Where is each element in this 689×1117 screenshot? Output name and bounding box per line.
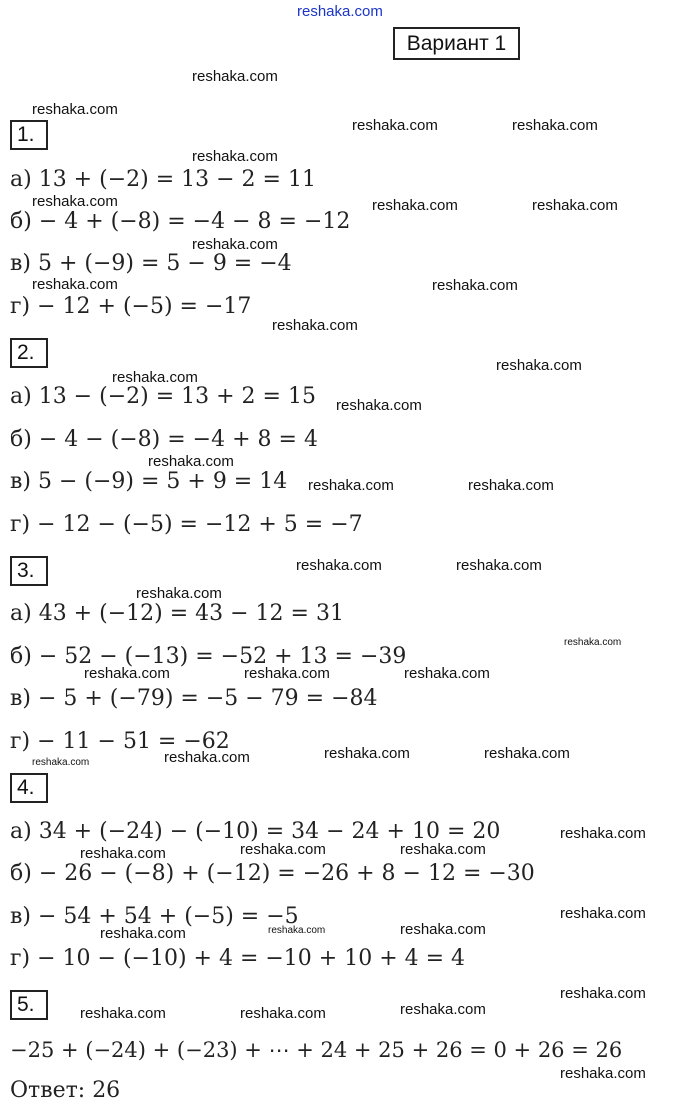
task-number: 2.: [10, 338, 48, 368]
watermark-small: reshaka.com: [564, 637, 622, 648]
watermark: reshaka.com: [80, 1005, 166, 1022]
task-number: 5.: [10, 990, 48, 1020]
watermark: reshaka.com: [192, 68, 278, 85]
solution-line: б) − 4 − (−8) = −4 + 8 = 4: [10, 427, 318, 452]
solution-line: а) 34 + (−24) − (−10) = 34 − 24 + 10 = 20: [10, 819, 501, 844]
solution-line: г) − 10 − (−10) + 4 = −10 + 10 + 4 = 4: [10, 946, 466, 971]
watermark: reshaka.com: [400, 841, 486, 858]
watermark: reshaka.com: [560, 985, 646, 1002]
watermark: reshaka.com: [240, 841, 326, 858]
watermark: reshaka.com: [32, 193, 118, 210]
watermark: reshaka.com: [296, 557, 382, 574]
watermark: reshaka.com: [32, 276, 118, 293]
watermark: reshaka.com: [136, 585, 222, 602]
watermark: reshaka.com: [192, 236, 278, 253]
watermark: reshaka.com: [308, 477, 394, 494]
solution-line: в) 5 + (−9) = 5 − 9 = −4: [10, 251, 292, 276]
solution-line: г) − 11 − 51 = −62: [10, 729, 230, 754]
watermark: reshaka.com: [400, 921, 486, 938]
watermark: reshaka.com: [512, 117, 598, 134]
solution-line: а) 43 + (−12) = 43 − 12 = 31: [10, 601, 344, 626]
solution-line: г) − 12 − (−5) = −12 + 5 = −7: [10, 512, 363, 537]
watermark-top: reshaka.com: [297, 3, 383, 20]
watermark: reshaka.com: [496, 357, 582, 374]
solution-line: в) − 54 + 54 + (−5) = −5: [10, 904, 299, 929]
watermark: reshaka.com: [560, 1065, 646, 1082]
watermark: reshaka.com: [468, 477, 554, 494]
watermark: reshaka.com: [336, 397, 422, 414]
answer-line: Ответ: 26: [10, 1078, 121, 1103]
solution-line: −25 + (−24) + (−23) + ⋯ + 24 + 25 + 26 = 0 + 26 = 26: [10, 1038, 623, 1062]
solution-line: б) − 4 + (−8) = −4 − 8 = −12: [10, 209, 351, 234]
variant-title: Вариант 1: [393, 27, 520, 60]
watermark: reshaka.com: [560, 905, 646, 922]
watermark: reshaka.com: [112, 369, 198, 386]
solution-line: а) 13 + (−2) = 13 − 2 = 11: [10, 167, 316, 192]
watermark: reshaka.com: [372, 197, 458, 214]
watermark: reshaka.com: [532, 197, 618, 214]
solution-line: в) 5 − (−9) = 5 + 9 = 14: [10, 469, 288, 494]
solution-line: г) − 12 + (−5) = −17: [10, 294, 252, 319]
watermark: reshaka.com: [192, 148, 278, 165]
solution-line: а) 13 − (−2) = 13 + 2 = 15: [10, 384, 316, 409]
watermark: reshaka.com: [484, 745, 570, 762]
watermark: reshaka.com: [432, 277, 518, 294]
watermark: reshaka.com: [100, 925, 186, 942]
watermark-small: reshaka.com: [268, 925, 326, 936]
watermark-small: reshaka.com: [32, 757, 90, 768]
task-number: 1.: [10, 120, 48, 150]
task-number: 4.: [10, 773, 48, 803]
watermark: reshaka.com: [272, 317, 358, 334]
watermark: reshaka.com: [240, 1005, 326, 1022]
watermark: reshaka.com: [32, 101, 118, 118]
task-number: 3.: [10, 556, 48, 586]
watermark: reshaka.com: [560, 825, 646, 842]
watermark: reshaka.com: [324, 745, 410, 762]
watermark: reshaka.com: [164, 749, 250, 766]
watermark: reshaka.com: [80, 845, 166, 862]
watermark: reshaka.com: [352, 117, 438, 134]
watermark: reshaka.com: [84, 665, 170, 682]
watermark: reshaka.com: [244, 665, 330, 682]
solution-line: в) − 5 + (−79) = −5 − 79 = −84: [10, 686, 378, 711]
watermark: reshaka.com: [404, 665, 490, 682]
solution-line: б) − 26 − (−8) + (−12) = −26 + 8 − 12 = −30: [10, 861, 535, 886]
solution-line: б) − 52 − (−13) = −52 + 13 = −39: [10, 644, 407, 669]
watermark: reshaka.com: [456, 557, 542, 574]
watermark: reshaka.com: [148, 453, 234, 470]
watermark: reshaka.com: [400, 1001, 486, 1018]
